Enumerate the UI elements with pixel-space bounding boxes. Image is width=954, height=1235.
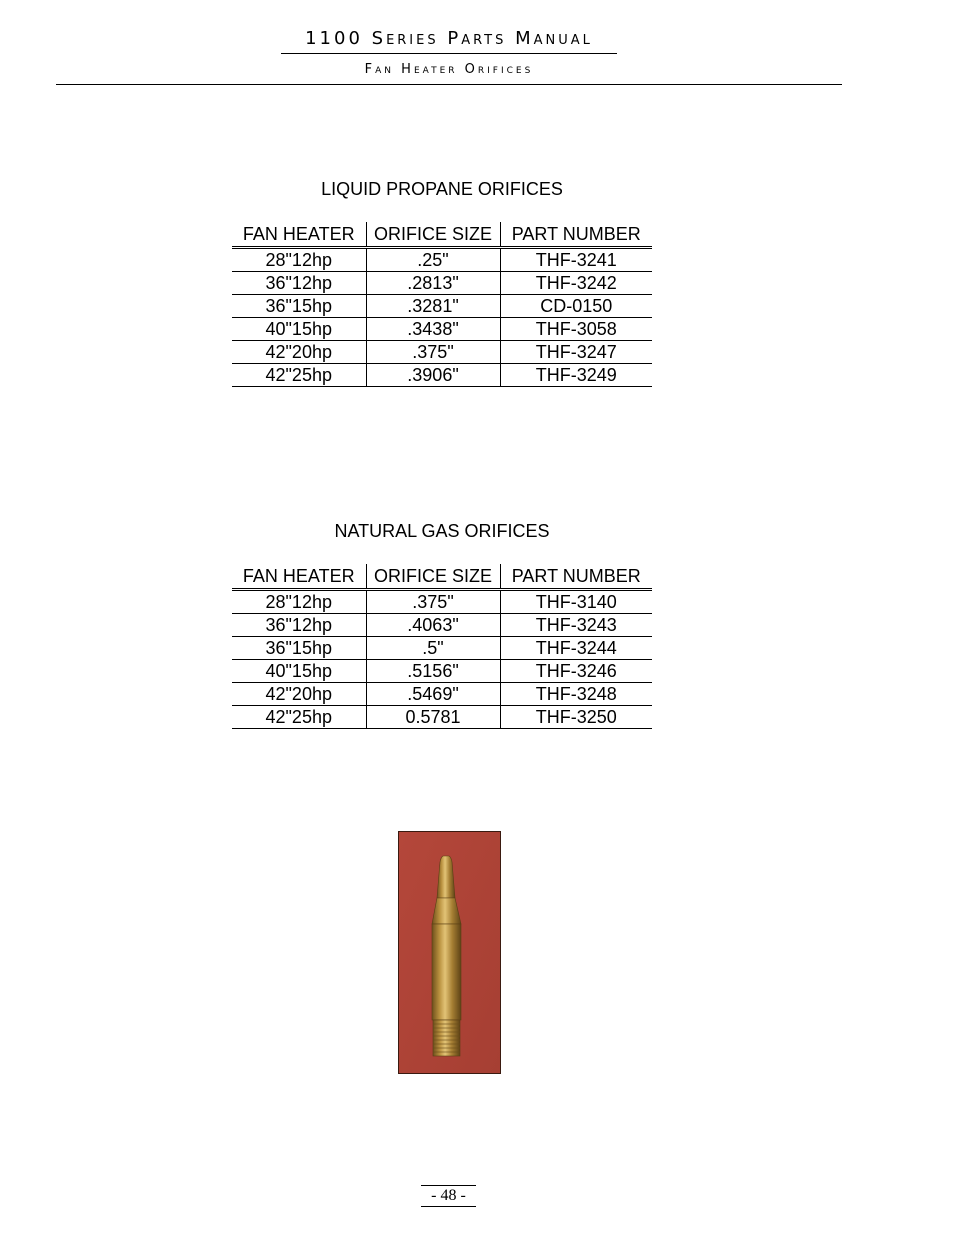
table-header-row — [232, 564, 652, 590]
orifice-size-cell: .5" — [366, 637, 500, 660]
col-header-part-number: PART NUMBER — [500, 564, 652, 590]
orifice-size-cell: .375" — [366, 341, 500, 364]
part-number-cell: THF-3246 — [500, 660, 652, 683]
part-number-cell: THF-3250 — [500, 706, 652, 729]
ng-section-title: NATURAL GAS ORIFICES — [334, 521, 550, 541]
part-number-cell: CD-0150 — [500, 295, 652, 318]
fan-heater-cell: 42"20hp — [232, 683, 366, 706]
orifice-size-cell: .4063" — [366, 614, 500, 637]
col-header-orifice-size: ORIFICE SIZE — [366, 564, 500, 590]
orifice-size-cell: 0.5781 — [366, 706, 500, 729]
orifice-size-cell: .3438" — [366, 318, 500, 341]
fan-heater-cell: 36"15hp — [232, 295, 366, 318]
part-number-cell: THF-3140 — [500, 590, 652, 614]
col-header-fan-heater: FAN HEATER — [232, 564, 366, 590]
ng-orifice-table — [232, 564, 652, 729]
part-number-cell: THF-3249 — [500, 364, 652, 387]
fan-heater-cell: 36"12hp — [232, 614, 366, 637]
table-row — [232, 341, 652, 364]
table-row — [232, 295, 652, 318]
part-number-cell: THF-3243 — [500, 614, 652, 637]
part-number-cell: THF-3058 — [500, 318, 652, 341]
col-header-fan-heater: FAN HEATER — [232, 222, 366, 248]
col-header-part-number: PART NUMBER — [500, 222, 652, 248]
fan-heater-cell: 42"20hp — [232, 341, 366, 364]
table-row — [232, 706, 652, 729]
page-number: - 48 - — [421, 1185, 476, 1207]
table-row — [232, 364, 652, 387]
orifice-size-cell: .2813" — [366, 272, 500, 295]
table-row — [232, 614, 652, 637]
header-rule — [281, 53, 617, 54]
col-header-orifice-size: ORIFICE SIZE — [366, 222, 500, 248]
lp-section-title: LIQUID PROPANE ORIFICES — [321, 179, 563, 199]
fan-heater-cell: 36"12hp — [232, 272, 366, 295]
orifice-size-cell: .3281" — [366, 295, 500, 318]
brass-orifice-image — [399, 832, 500, 1073]
orifice-photo — [398, 831, 501, 1074]
table-row — [232, 637, 652, 660]
orifice-size-cell: .5469" — [366, 683, 500, 706]
fan-heater-cell: 40"15hp — [232, 318, 366, 341]
orifice-size-cell: .375" — [366, 590, 500, 614]
table-row — [232, 590, 652, 614]
part-number-cell: THF-3248 — [500, 683, 652, 706]
orifice-size-cell: .3906" — [366, 364, 500, 387]
table-row — [232, 660, 652, 683]
table-row — [232, 318, 652, 341]
fan-heater-cell: 28"12hp — [232, 590, 366, 614]
header-divider — [56, 84, 842, 85]
fan-heater-cell: 36"15hp — [232, 637, 366, 660]
fan-heater-cell: 40"15hp — [232, 660, 366, 683]
table-header-row — [232, 222, 652, 248]
lp-orifice-table — [232, 222, 652, 387]
part-number-cell: THF-3241 — [500, 248, 652, 272]
part-number-cell: THF-3247 — [500, 341, 652, 364]
fan-heater-cell: 28"12hp — [232, 248, 366, 272]
part-number-cell: THF-3242 — [500, 272, 652, 295]
section-subtitle: Fan Heater Orifices — [364, 62, 534, 77]
table-row — [232, 683, 652, 706]
table-row — [232, 248, 652, 272]
table-row — [232, 272, 652, 295]
manual-title: 1100 Series Parts Manual — [305, 28, 593, 49]
fan-heater-cell: 42"25hp — [232, 364, 366, 387]
orifice-size-cell: .5156" — [366, 660, 500, 683]
part-number-cell: THF-3244 — [500, 637, 652, 660]
fan-heater-cell: 42"25hp — [232, 706, 366, 729]
orifice-size-cell: .25" — [366, 248, 500, 272]
